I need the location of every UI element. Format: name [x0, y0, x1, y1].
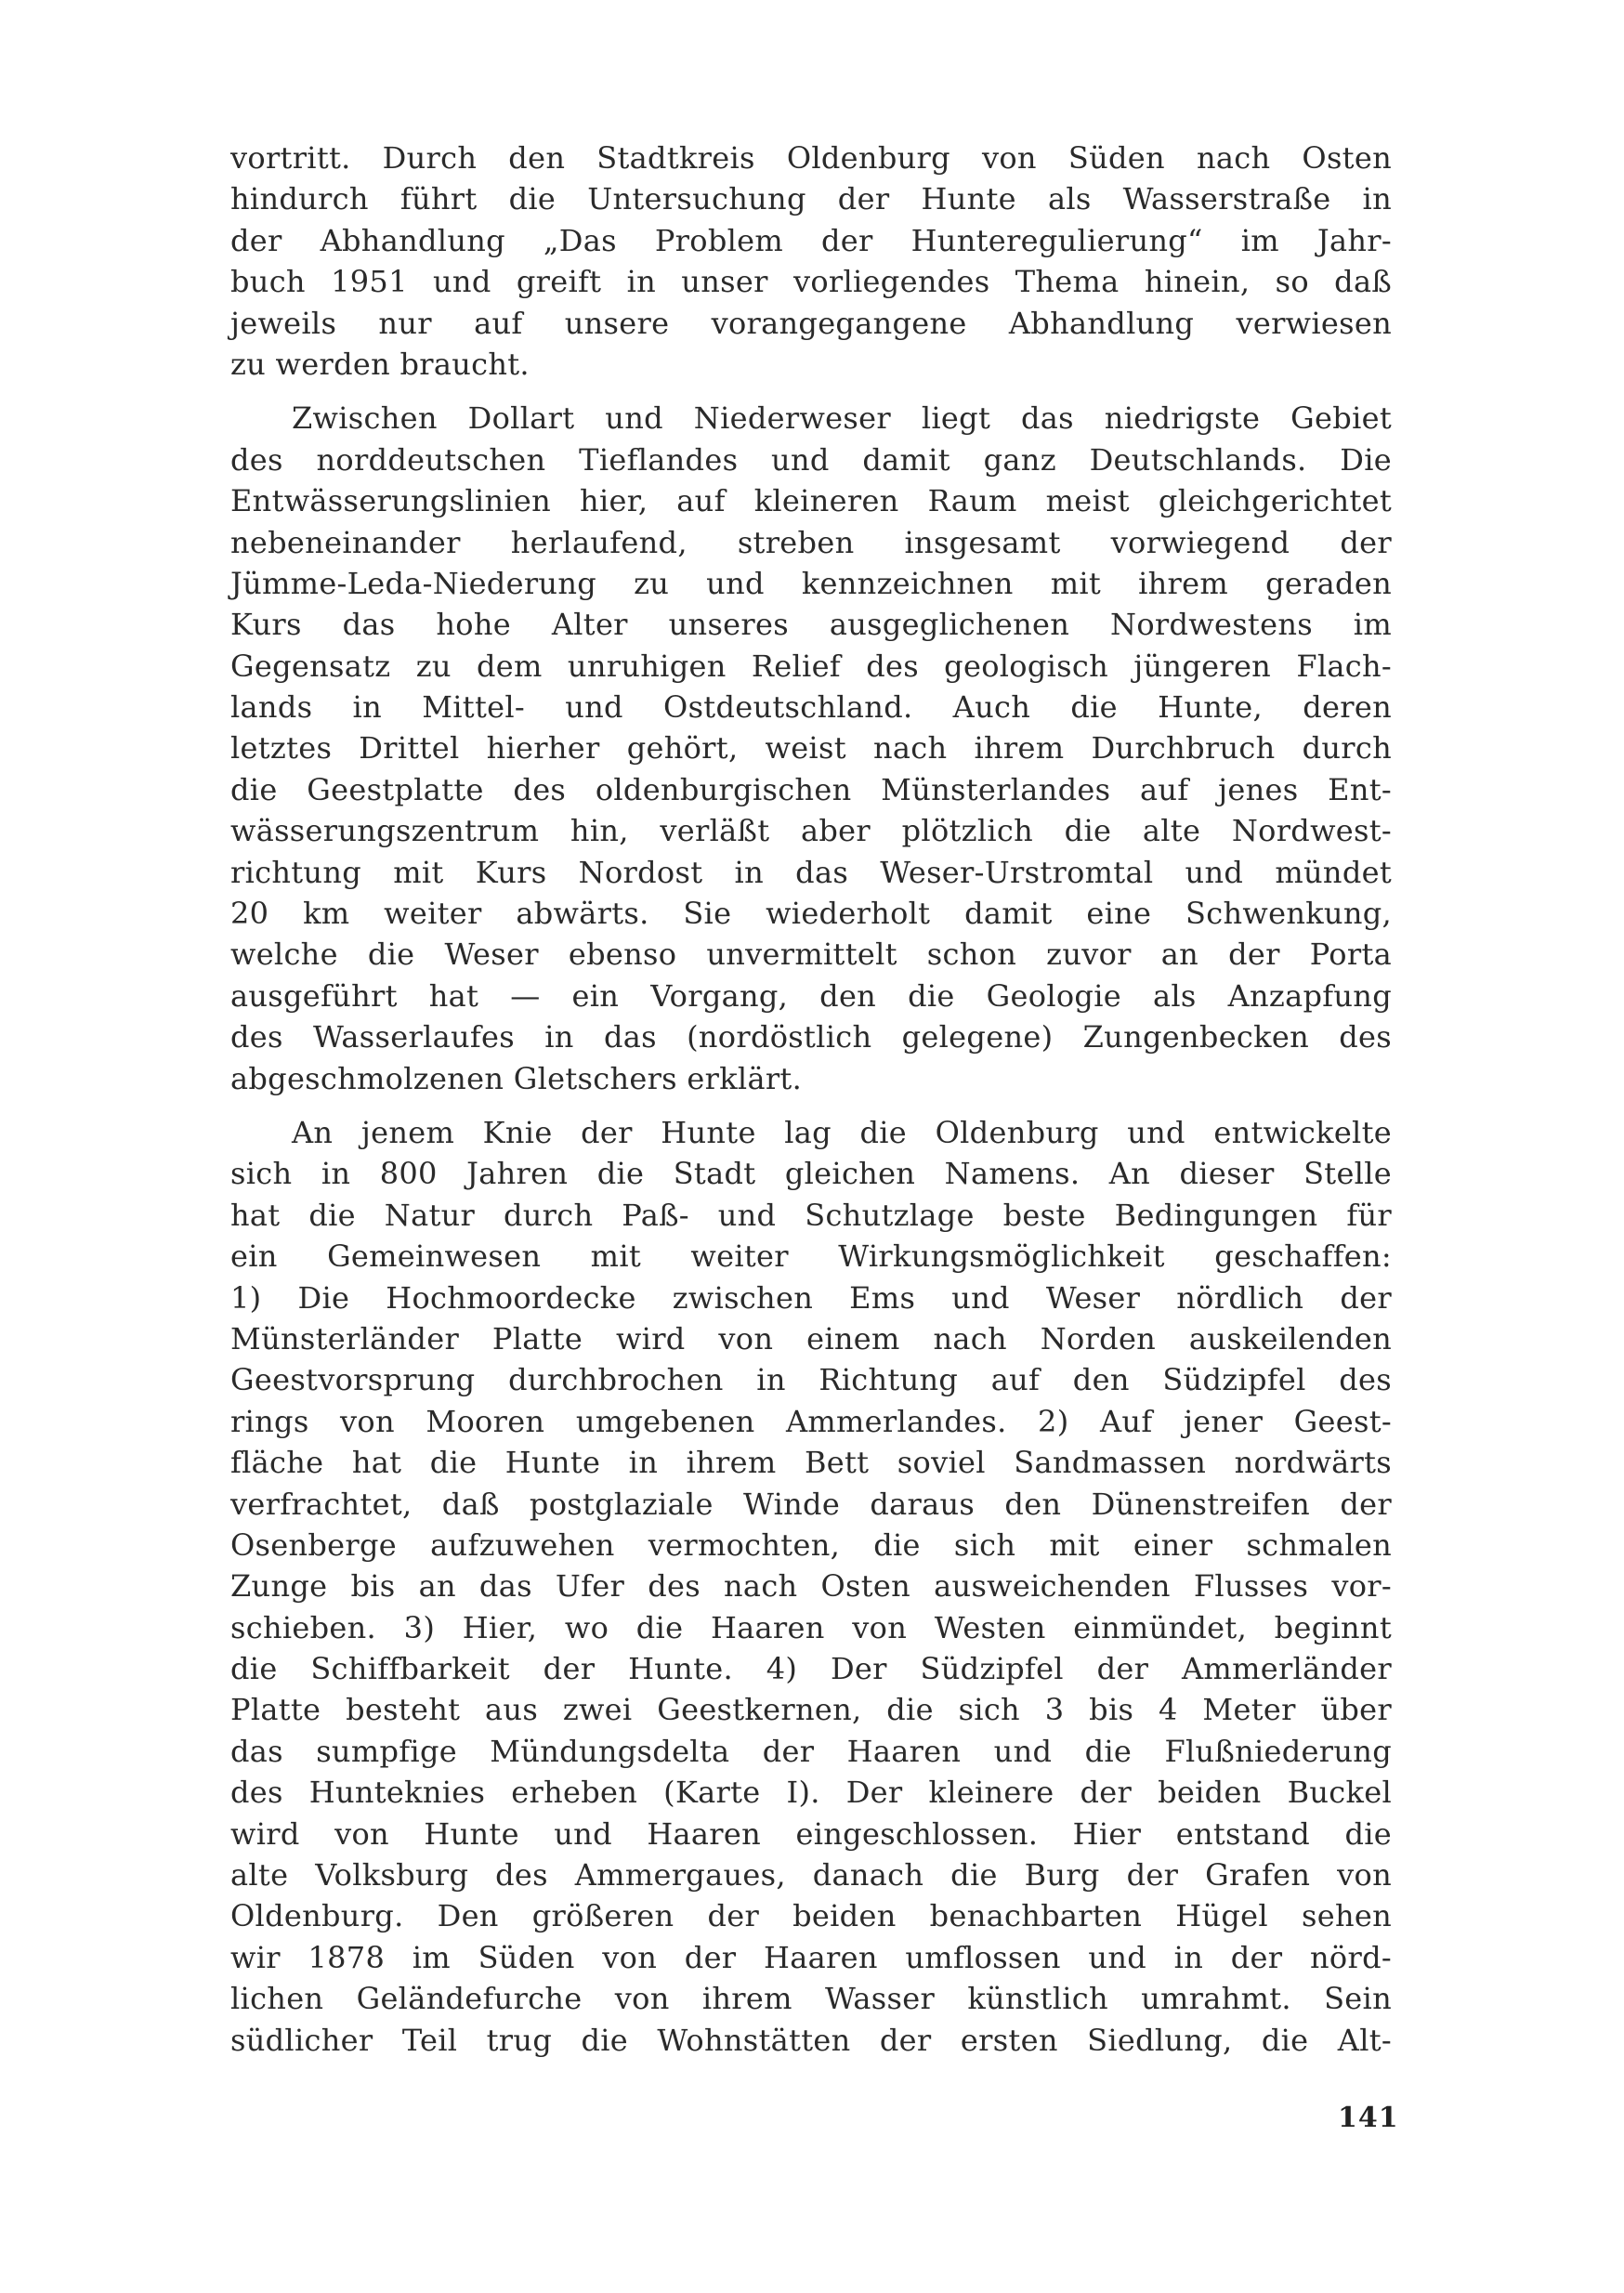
text-line: jeweils nur auf unsere vorangegangene Abhandlung verwiesen	[230, 305, 1392, 341]
text-line: buch 1951 und greift in unser vorliegendes Thema hinein, so daß	[230, 264, 1392, 300]
text-line: schieben. 3) Hier, wo die Haaren von Westen einmündet, beginnt	[230, 1609, 1392, 1645]
text-line: wir 1878 im Süden von der Haaren umflossen und in der nörd-	[230, 1939, 1392, 1975]
text-line: Platte besteht aus zwei Geestkernen, die sich 3 bis 4 Meter über	[230, 1692, 1392, 1728]
text-line: hat die Natur durch Paß- und Schutzlage beste Bedingungen für	[230, 1197, 1392, 1233]
text-line: 1) Die Hochmoordecke zwischen Ems und Weser nördlich der	[230, 1279, 1392, 1316]
text-line: verfrachtet, daß postglaziale Winde daraus den Dünenstreifen der	[230, 1486, 1392, 1522]
text-line: 20 km weiter abwärts. Sie wiederholt damit eine Schwenkung,	[230, 896, 1392, 932]
text-line: ausgeführt hat — ein Vorgang, den die Geologie als Anzapfung	[230, 977, 1392, 1014]
text-line: rings von Mooren umgebenen Ammerlandes. 2) Auf jener Geest-	[230, 1403, 1392, 1439]
text-line: Osenberge aufzuwehen vermochten, die sich mit einer schmalen	[230, 1526, 1392, 1563]
paragraph-3	[230, 1112, 1392, 2061]
text-line: welche die Weser ebenso unvermittelt schon zuvor an der Porta	[230, 937, 1392, 973]
text-line: hindurch führt die Untersuchung der Hunte als Wasserstraße in	[230, 181, 1392, 217]
text-line: zu werden braucht.	[230, 346, 530, 382]
text-line: des Wasserlaufes in das (nordöstlich gelegene) Zungenbecken des	[230, 1019, 1392, 1055]
text-line: fläche hat die Hunte in ihrem Bett soviel Sandmassen nordwärts	[230, 1445, 1392, 1481]
text-line: das sumpfige Mündungsdelta der Haaren und die Flußniederung	[230, 1733, 1392, 1769]
text-line: Zunge bis an das Ufer des nach Osten ausweichenden Flusses vor-	[230, 1568, 1392, 1605]
text-line: Gegensatz zu dem unruhigen Relief des geologisch jüngeren Flach-	[230, 648, 1392, 684]
text-line: südlicher Teil trug die Wohnstätten der ersten Siedlung, die Alt-	[230, 2022, 1392, 2058]
text-line: wässerungszentrum hin, verläßt aber plötzlich die alte Nordwest-	[230, 813, 1392, 849]
text-line: abgeschmolzenen Gletschers erklärt.	[230, 1060, 803, 1096]
text-line: Münsterländer Platte wird von einem nach Norden auskeilenden	[230, 1320, 1392, 1356]
text-line: lands in Mittel- und Ostdeutschland. Auch die Hunte, deren	[230, 689, 1392, 726]
text-line: nebeneinander herlaufend, streben insgesamt vorwiegend der	[230, 524, 1392, 560]
text-line: ein Gemeinwesen mit weiter Wirkungsmöglichkeit geschaffen:	[230, 1238, 1392, 1275]
page-body	[230, 138, 1392, 2061]
text-line: richtung mit Kurs Nordost in das Weser-Urstromtal und mündet	[230, 854, 1392, 890]
text-line: der Abhandlung „Das Problem der Hunteregulierung“ im Jahr-	[230, 222, 1392, 258]
text-line: Jümme-Leda-Niederung zu und kennzeichnen mit ihrem geraden	[230, 565, 1392, 601]
text-line: Oldenburg. Den größeren der beiden benachbarten Hügel sehen	[230, 1898, 1392, 1934]
text-line: des Hunteknies erheben (Karte I). Der kleinere der beiden Buckel	[230, 1775, 1392, 1811]
text-line: die Geestplatte des oldenburgischen Münsterlandes auf jenes Ent-	[230, 771, 1392, 807]
text-line: des norddeutschen Tieflandes und damit ganz Deutschlands. Die	[230, 441, 1392, 478]
text-line: Entwässerungslinien hier, auf kleineren Raum meist gleichgerichtet	[230, 483, 1392, 519]
text-line: An jenem Knie der Hunte lag die Oldenburg und entwickelte	[292, 1114, 1392, 1150]
text-line: Kurs das hohe Alter unseres ausgeglichenen Nordwestens im	[230, 607, 1392, 643]
text-line: die Schiffbarkeit der Hunte. 4) Der Südzipfel der Ammerländer	[230, 1651, 1392, 1687]
text-line: alte Volksburg des Ammergaues, danach die Burg der Grafen von	[230, 1857, 1392, 1893]
text-line: Zwischen Dollart und Niederweser liegt das niedrigste Gebiet	[292, 400, 1392, 437]
page-number: 141	[1338, 2102, 1399, 2134]
text-line: lichen Geländefurche von ihrem Wasser künstlich umrahmt. Sein	[230, 1981, 1392, 2017]
text-line: sich in 800 Jahren die Stadt gleichen Namens. An dieser Stelle	[230, 1156, 1392, 1192]
text-line: Geestvorsprung durchbrochen in Richtung auf den Südzipfel des	[230, 1362, 1392, 1398]
paragraph-1	[230, 138, 1392, 385]
text-line: letztes Drittel hierher gehört, weist nach ihrem Durchbruch durch	[230, 730, 1392, 767]
text-line: vortritt. Durch den Stadtkreis Oldenburg von Süden nach Osten	[230, 140, 1392, 176]
text-line: wird von Hunte und Haaren eingeschlossen. Hier entstand die	[230, 1815, 1392, 1852]
paragraph-2	[230, 398, 1392, 1099]
